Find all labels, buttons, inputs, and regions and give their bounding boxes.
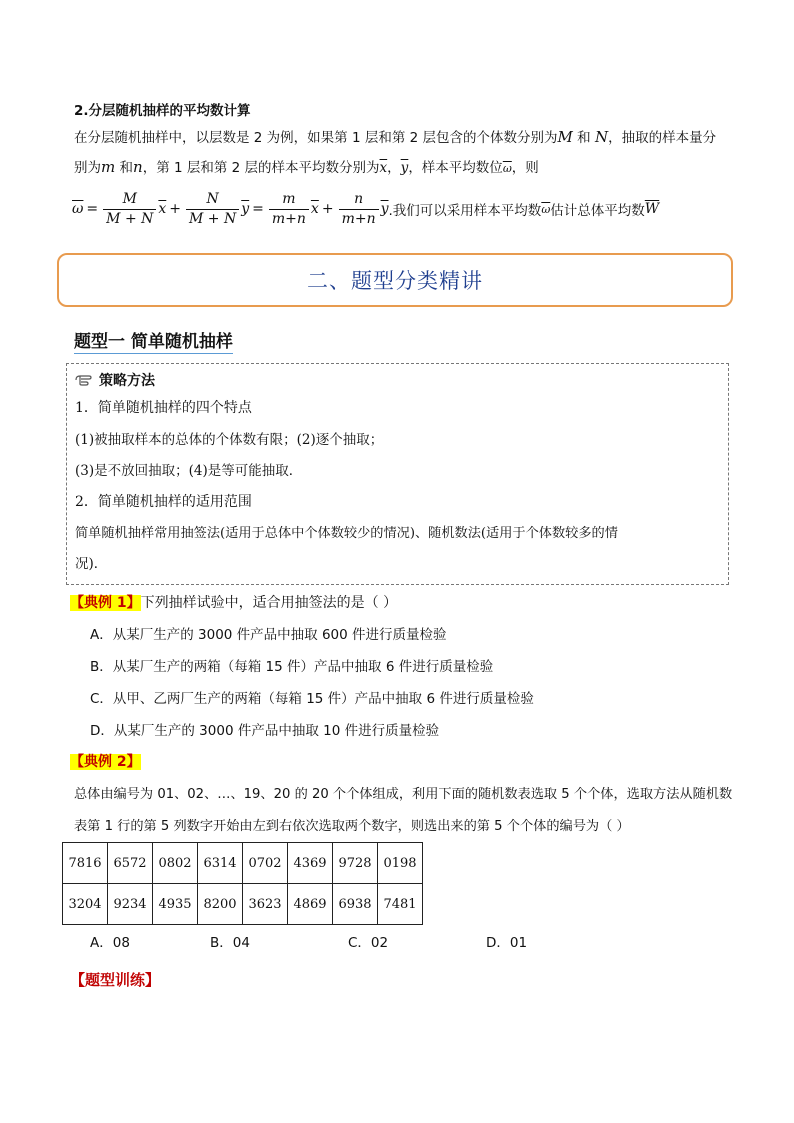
var-x-bar: $\overline{x}$ xyxy=(379,160,388,176)
example-1-option-d: D．从某厂生产的 3000 件产品中抽取 10 件进行质量检验 xyxy=(90,723,440,739)
example-2-option-d: D．01 xyxy=(486,935,528,951)
example-2-option-b: B．04 xyxy=(210,935,250,951)
y-bar: $\overline{y}$ xyxy=(241,201,250,217)
table-cell: 3204 xyxy=(63,884,108,925)
table-cell: 6572 xyxy=(108,843,153,884)
table-cell: 4369 xyxy=(288,843,333,884)
strategy-heading-row xyxy=(75,370,155,390)
equals: = xyxy=(252,201,264,217)
x-bar: $\overline{x}$ xyxy=(158,201,167,217)
example-1-question-row xyxy=(70,593,397,613)
weighted-mean-formula xyxy=(72,186,659,232)
strategy-heading: 策略方法 xyxy=(99,373,155,389)
table-cell: 0802 xyxy=(153,843,198,884)
numerator: n xyxy=(354,190,364,207)
fraction-M-over-MN xyxy=(103,191,156,228)
type-title: 题型一 简单随机抽样 xyxy=(74,327,233,354)
example-2-tag-row xyxy=(70,752,141,772)
intro-line-1 xyxy=(74,127,716,148)
table-row xyxy=(63,843,423,884)
denominator: M + N xyxy=(103,209,156,228)
W-bar: $\overline{W}$ xyxy=(644,201,660,217)
fraction-n-over-mn xyxy=(339,191,379,228)
example-1-option-a: A．从某厂生产的 3000 件产品中抽取 600 件进行质量检验 xyxy=(90,627,447,643)
p1-title: 1．简单随机抽样的四个特点 xyxy=(75,400,252,416)
equals: = xyxy=(86,201,99,217)
var-n: n xyxy=(133,158,143,176)
text: 和 xyxy=(577,130,591,146)
var-omega-bar: $\overline{\omega}$ xyxy=(502,162,512,175)
example-2-line-1: 总体由编号为 01、02、…、19、20 的 20 个个体组成，利用下面的随机数表选取 5 个个体，选取方法从随机数 xyxy=(74,787,733,802)
table-cell: 4935 xyxy=(153,884,198,925)
pointing-hand-icon xyxy=(75,373,95,387)
table-cell: 7816 xyxy=(63,843,108,884)
plus: + xyxy=(169,201,182,217)
text: .我们可以采用样本平均数 xyxy=(388,203,542,219)
table-cell: 4869 xyxy=(288,884,333,925)
example-2-option-c: C．02 xyxy=(348,935,389,951)
table-cell: 9728 xyxy=(333,843,378,884)
var-y-bar: $\overline{y}$ xyxy=(400,160,409,176)
fraction-N-over-MN xyxy=(186,191,239,228)
text: ，抽取的样本量分 xyxy=(608,130,717,146)
var-M: M xyxy=(557,128,573,146)
table-cell: 0702 xyxy=(243,843,288,884)
text: 在分层随机抽样中，以层数是 2 为例，如果第 1 层和第 2 层包含的个体数分别为 xyxy=(74,130,558,146)
example-2-line-2: 表第 1 行的第 5 列数字开始由左到右依次选取两个数字，则选出来的第 5 个个体的编号为（ ） xyxy=(74,819,630,834)
example-1-option-c: C．从甲、乙两厂生产的两箱（每箱 15 件）产品中抽取 6 件进行质量检验 xyxy=(90,691,534,707)
denominator: m+n xyxy=(269,209,309,228)
strategy-box xyxy=(66,363,729,585)
fraction-m-over-mn xyxy=(269,191,309,228)
table-cell: 8200 xyxy=(198,884,243,925)
denominator: M + N xyxy=(186,209,239,228)
text: ， xyxy=(387,160,401,176)
var-N: N xyxy=(594,128,609,146)
var-m: m xyxy=(101,158,116,176)
section-header-box xyxy=(57,253,733,307)
numerator: N xyxy=(206,190,219,207)
text: 别为 xyxy=(74,160,101,176)
plus: + xyxy=(321,201,334,217)
p2-title: 2．简单随机抽样的适用范围 xyxy=(75,494,252,510)
example-1-question: 下列抽样试验中，适合用抽签法的是（ ） xyxy=(140,595,398,611)
intro-line-2 xyxy=(74,157,539,179)
text: 估计总体平均数 xyxy=(550,203,645,219)
p1-line-2: (3)是不放回抽取；(4)是等可能抽取． xyxy=(75,463,303,479)
omega-bar: $\overline{\omega}$ xyxy=(541,202,551,216)
y-bar: $\overline{y}$ xyxy=(380,201,389,217)
random-number-table xyxy=(62,842,423,925)
text: ，第 1 层和第 2 层的样本平均数分别为 xyxy=(142,160,380,176)
p1-line-1: (1)被抽取样本的总体的个体数有限；(2)逐个抽取； xyxy=(75,432,384,448)
numerator: M xyxy=(122,190,137,207)
table-cell: 9234 xyxy=(108,884,153,925)
text: ，样本平均数位 xyxy=(408,160,503,176)
text: ，则 xyxy=(511,160,539,176)
example-1-tag: 【典例 1】 xyxy=(70,595,141,611)
table-cell: 0198 xyxy=(378,843,423,884)
section-heading: 2.分层随机抽样的平均数计算 xyxy=(74,103,251,119)
x-bar: $\overline{x}$ xyxy=(310,201,319,217)
example-2-tag: 【典例 2】 xyxy=(70,754,141,770)
p2-line-2: 况)． xyxy=(75,556,108,572)
p2-line-1: 简单随机抽样常用抽签法(适用于总体中个体数较少的情况)、随机数法(适用于个体数较多的情 xyxy=(75,526,618,541)
denominator: m+n xyxy=(339,209,379,228)
omega-bar: $\overline{\omega}$ xyxy=(72,201,84,217)
section-title: 二、题型分类精讲 xyxy=(307,269,483,293)
training-tag: 【题型训练】 xyxy=(70,971,161,989)
table-cell: 3623 xyxy=(243,884,288,925)
text: 和 xyxy=(119,160,134,176)
numerator: m xyxy=(282,190,296,207)
table-row xyxy=(63,884,423,925)
example-1-option-b: B．从某厂生产的两箱（每箱 15 件）产品中抽取 6 件进行质量检验 xyxy=(90,659,494,675)
table-cell: 6314 xyxy=(198,843,243,884)
table-cell: 6938 xyxy=(333,884,378,925)
example-2-option-a: A．08 xyxy=(90,935,130,951)
table-cell: 7481 xyxy=(378,884,423,925)
